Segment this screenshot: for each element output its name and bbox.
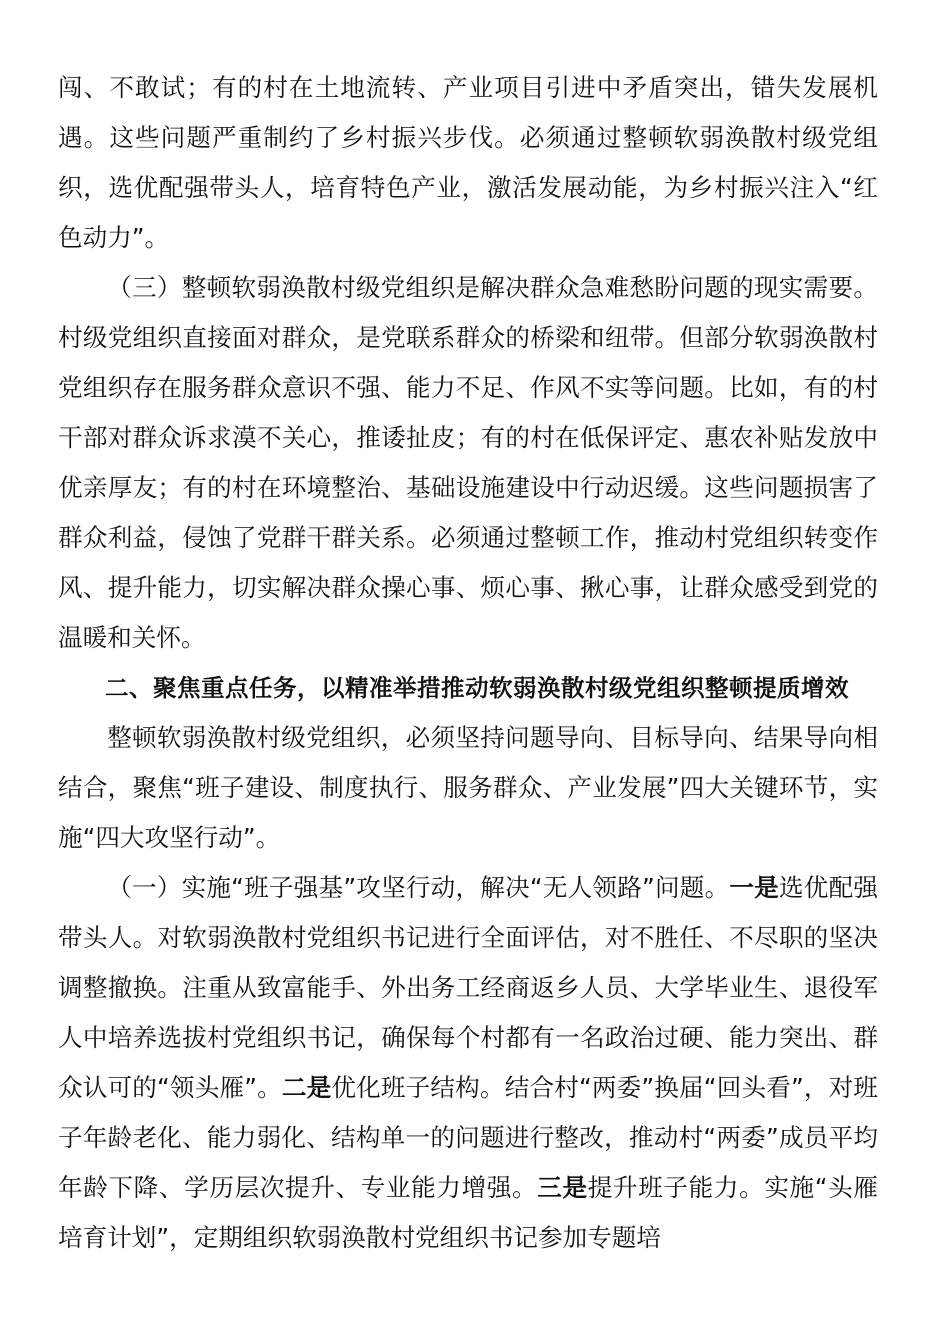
point-one-label: 一是 — [729, 873, 779, 902]
paragraph-section-one-team-building — [58, 863, 878, 1263]
section-one-title: （一）实施“班子强基”攻坚行动，解决“无人领路”问题。 — [107, 873, 730, 902]
paragraph-section-three: （三）整顿软弱涣散村级党组织是解决群众急难愁盼问题的现实需要。村级党组织直接面对群众，是党联系群众的桥梁和纽带。但部分软弱涣散村党组织存在服务群众意识不强、能力不足、作风不实等问题。比如，有的村干部对群众诉求漠不关心，推诿扯皮；有的村在低保评定、惠农补贴发放中优亲厚友；有的村在环境整治、基础设施建设中行动迟缓。这些问题损害了群众利益，侵蚀了党群干群关系。必须通过整顿工作，推动村党组织转变作风、提升能力，切实解决群众操心事、烦心事、揪心事，让群众感受到党的温暖和关怀。 — [58, 273, 878, 652]
point-two-text: 优化班子结构。结合村“两委”换届“回头看”，对班子年龄老化、能力弱化、结构单一的问题进行整改，推动村“两委”成员平均年龄下降、学历层次提升、专业能力增强。 — [58, 1073, 878, 1202]
heading-part-two: 二、聚焦重点任务，以精准举措推动软弱涣散村级党组织整顿提质增效 — [105, 674, 849, 702]
point-three-text: 提升班子能力。实施“头雁培育计划”，定期组织软弱涣散村党组织书记参加专题培 — [58, 1173, 878, 1252]
document-page — [58, 63, 878, 1263]
paragraph-rural-revitalization-continuation: 闯、不敢试；有的村在土地流转、产业项目引进中矛盾突出，错失发展机遇。这些问题严重制约了乡村振兴步伐。必须通过整顿软弱涣散村级党组织，选优配强带头人，培育特色产业，激活发展动能，为乡村振兴注入“红色动力”。 — [58, 73, 878, 252]
point-two-label: 二是 — [281, 1073, 332, 1102]
paragraph-four-actions-intro: 整顿软弱涣散村级党组织，必须坚持问题导向、目标导向、结果导向相结合，聚焦“班子建设、制度执行、服务群众、产业发展”四大关键环节，实施“四大攻坚行动”。 — [58, 723, 878, 852]
point-one-text: 选优配强带头人。对软弱涣散村党组织书记进行全面评估，对不胜任、不尽职的坚决调整撤换。注重从致富能手、外出务工经商返乡人员、大学毕业生、退役军人中培养选拔村党组织书记，确保每个村都有一名政治过硬、能力突出、群众认可的“领头雁”。 — [58, 873, 878, 1102]
point-three-label: 三是 — [537, 1173, 588, 1202]
